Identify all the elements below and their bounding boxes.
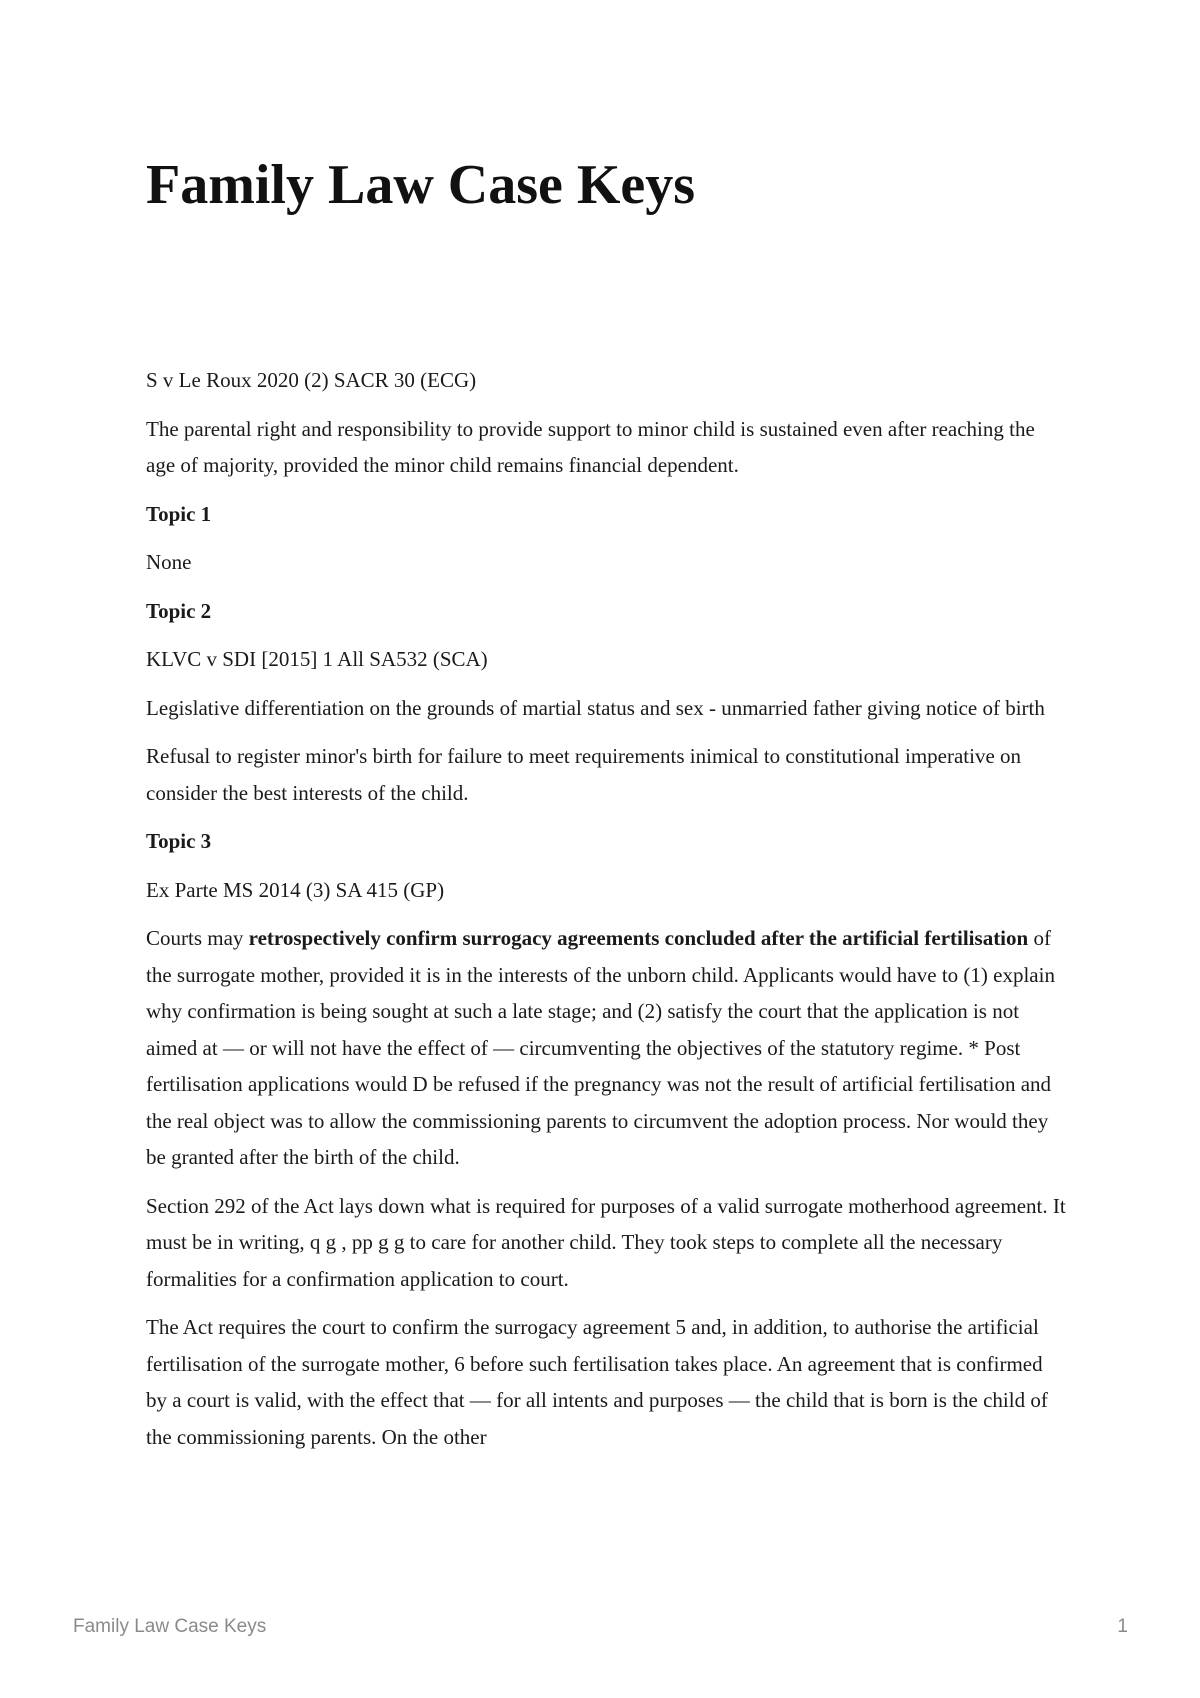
case-summary: Legislative differentiation on the grounds of martial status and sex - unmarried father giving notice of birth [146, 695, 1045, 720]
body-paragraph: The Act requires the court to confirm the surrogacy agreement 5 and, in addition, to authorise the artificial fertilisation of the surrogate mother, 6 before such fertilisation takes place. An agreement that is confirmed by a court is valid, with the effect that — for all intents and purposes — the child that is born is the child of the commissioning parents. On the other [146, 1315, 1048, 1449]
topic-heading: Topic 2 [146, 598, 212, 623]
page-number: 1 [1117, 1616, 1128, 1637]
case-citation: S v Le Roux 2020 (2) SACR 30 (ECG) [146, 368, 477, 392]
case-summary [146, 920, 1066, 1176]
case-summary: The parental right and responsibility to provide support to minor child is sustained even after reaching the age of majority, provided the minor child remains financial dependent. [146, 416, 1035, 477]
case-summary-rest: of the surrogate mother, provided it is in the interests of the unborn child. Applicants would have to (1) explain why confirmation is being sought at such a late stage; and (2) satisfy the court that the application is not aimed at — or will not have the effect of — circumventing the objectives of the statutory regime. * Post fertilisation applications would D be refused if the pregnancy was not the result of artificial fertilisation and the real object was to allow the commissioning parents to circumvent the adoption process. Nor would they be granted after the birth of the child. [146, 926, 1055, 1169]
case-summary-lead: Courts may [146, 926, 249, 950]
topic-heading: Topic 1 [146, 501, 212, 526]
footer-title: Family Law Case Keys [73, 1616, 267, 1637]
case-citation: KLVC v SDI [2015] 1 All SA532 (SCA) [146, 647, 488, 671]
topic-body: None [146, 550, 192, 574]
case-summary-emphasis: retrospectively confirm surrogacy agreements concluded after the artificial fertilisation [248, 926, 1029, 950]
document-title: Family Law Case Keys [146, 154, 696, 216]
topic-heading: Topic 3 [146, 829, 212, 853]
case-summary: Refusal to register minor's birth for failure to meet requirements inimical to constitutional imperative on consider the best interests of the child. [146, 744, 1022, 805]
document-body [146, 362, 1066, 1467]
body-paragraph: Section 292 of the Act lays down what is required for purposes of a valid surrogate motherhood agreement. It must be in writing, q g , pp g g to care for another child. They took steps to complete all the necessary formalities for a confirmation application to court. [146, 1193, 1066, 1291]
case-citation: Ex Parte MS 2014 (3) SA 415 (GP) [146, 877, 445, 902]
